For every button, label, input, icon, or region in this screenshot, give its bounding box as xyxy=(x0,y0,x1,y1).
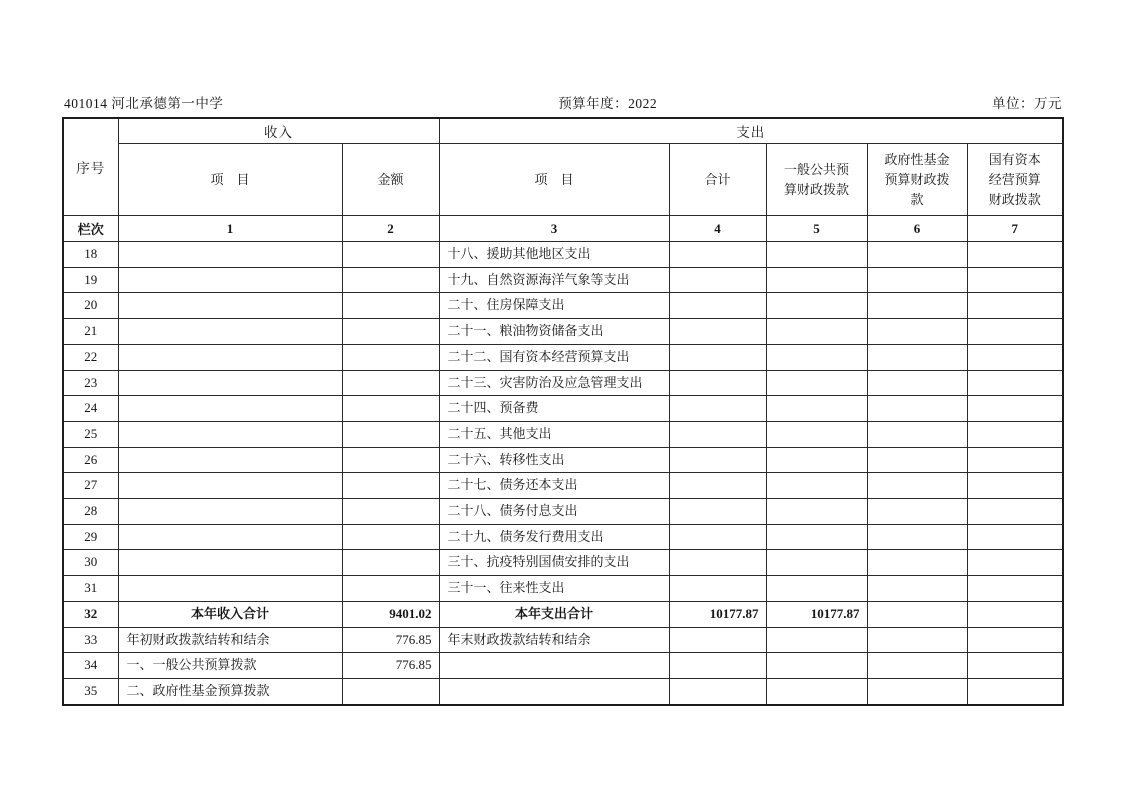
cell-seq: 32 xyxy=(63,601,118,627)
table-row xyxy=(63,319,1063,345)
cell-income-amount xyxy=(342,678,439,704)
cell-exp-total: 10177.87 xyxy=(669,601,766,627)
cell-income-amount xyxy=(342,344,439,370)
cell-exp-total xyxy=(669,627,766,653)
cell-income-amount xyxy=(342,473,439,499)
table-row xyxy=(63,601,1063,627)
cell-income-item xyxy=(118,473,342,499)
col-index-4: 4 xyxy=(669,216,766,242)
cell-exp-govfund xyxy=(867,319,967,345)
cell-income-item xyxy=(118,242,342,268)
cell-exp-general xyxy=(766,267,867,293)
cell-seq: 22 xyxy=(63,344,118,370)
cell-income-item xyxy=(118,576,342,602)
header-exp-state-capital: 国有资本经营预算财政拨款 xyxy=(967,144,1063,216)
cell-seq: 20 xyxy=(63,293,118,319)
table-row xyxy=(63,550,1063,576)
cell-income-amount xyxy=(342,370,439,396)
cell-income-amount xyxy=(342,267,439,293)
cell-exp-socap xyxy=(967,653,1063,679)
cell-income-amount xyxy=(342,524,439,550)
cell-exp-general xyxy=(766,576,867,602)
cell-seq: 30 xyxy=(63,550,118,576)
cell-exp-item: 年末财政拨款结转和结余 xyxy=(439,627,669,653)
cell-exp-govfund xyxy=(867,344,967,370)
cell-exp-total xyxy=(669,396,766,422)
col-index-6: 6 xyxy=(867,216,967,242)
cell-exp-govfund xyxy=(867,653,967,679)
cell-seq: 35 xyxy=(63,678,118,704)
cell-seq: 31 xyxy=(63,576,118,602)
cell-exp-socap xyxy=(967,344,1063,370)
cell-income-item: 本年收入合计 xyxy=(118,601,342,627)
cell-exp-govfund xyxy=(867,550,967,576)
cell-exp-item: 二十五、其他支出 xyxy=(439,421,669,447)
cell-income-item xyxy=(118,499,342,525)
cell-exp-item: 二十二、国有资本经营预算支出 xyxy=(439,344,669,370)
cell-exp-total xyxy=(669,319,766,345)
cell-exp-total xyxy=(669,473,766,499)
cell-income-item xyxy=(118,267,342,293)
col-index-2: 2 xyxy=(342,216,439,242)
table-row xyxy=(63,678,1063,704)
cell-exp-socap xyxy=(967,627,1063,653)
cell-seq: 29 xyxy=(63,524,118,550)
cell-income-amount: 9401.02 xyxy=(342,601,439,627)
header-income-item: 项 目 xyxy=(118,144,342,216)
cell-exp-item: 二十八、债务付息支出 xyxy=(439,499,669,525)
cell-exp-socap xyxy=(967,601,1063,627)
cell-exp-general xyxy=(766,627,867,653)
cell-income-item xyxy=(118,370,342,396)
cell-exp-general xyxy=(766,653,867,679)
cell-exp-item: 二十九、债务发行费用支出 xyxy=(439,524,669,550)
cell-seq: 24 xyxy=(63,396,118,422)
cell-exp-socap xyxy=(967,396,1063,422)
cell-exp-total xyxy=(669,550,766,576)
cell-exp-govfund xyxy=(867,499,967,525)
cell-income-item xyxy=(118,447,342,473)
table-row xyxy=(63,524,1063,550)
table-row xyxy=(63,242,1063,268)
cell-exp-govfund xyxy=(867,396,967,422)
header-expenditure-group: 支出 xyxy=(439,118,1063,144)
col-index-1: 1 xyxy=(118,216,342,242)
cell-exp-general xyxy=(766,524,867,550)
cell-income-amount xyxy=(342,550,439,576)
cell-exp-socap xyxy=(967,473,1063,499)
cell-exp-item: 二十一、粮油物资储备支出 xyxy=(439,319,669,345)
header-seq: 序号 xyxy=(63,118,118,216)
cell-income-item xyxy=(118,396,342,422)
cell-income-item: 一、一般公共预算拨款 xyxy=(118,653,342,679)
cell-exp-total xyxy=(669,421,766,447)
cell-exp-total xyxy=(669,293,766,319)
cell-exp-socap xyxy=(967,499,1063,525)
cell-exp-general xyxy=(766,421,867,447)
cell-income-item: 二、政府性基金预算拨款 xyxy=(118,678,342,704)
cell-seq: 21 xyxy=(63,319,118,345)
cell-exp-socap xyxy=(967,447,1063,473)
cell-exp-total xyxy=(669,344,766,370)
cell-exp-item: 十九、自然资源海洋气象等支出 xyxy=(439,267,669,293)
cell-exp-general: 10177.87 xyxy=(766,601,867,627)
cell-income-amount: 776.85 xyxy=(342,627,439,653)
cell-income-item: 年初财政拨款结转和结余 xyxy=(118,627,342,653)
cell-exp-total xyxy=(669,576,766,602)
cell-exp-govfund xyxy=(867,293,967,319)
cell-exp-govfund xyxy=(867,370,967,396)
cell-exp-socap xyxy=(967,576,1063,602)
cell-exp-general xyxy=(766,370,867,396)
cell-exp-item: 二十七、债务还本支出 xyxy=(439,473,669,499)
cell-income-amount xyxy=(342,421,439,447)
cell-exp-item: 三十一、往来性支出 xyxy=(439,576,669,602)
table-row xyxy=(63,576,1063,602)
cell-income-item xyxy=(118,319,342,345)
cell-exp-total xyxy=(669,653,766,679)
cell-exp-govfund xyxy=(867,627,967,653)
cell-income-item xyxy=(118,344,342,370)
cell-exp-govfund xyxy=(867,473,967,499)
table-row xyxy=(63,396,1063,422)
cell-exp-socap xyxy=(967,293,1063,319)
table-row xyxy=(63,344,1063,370)
table-row xyxy=(63,627,1063,653)
cell-income-amount xyxy=(342,242,439,268)
cell-income-item xyxy=(118,550,342,576)
cell-exp-socap xyxy=(967,524,1063,550)
col-index-5: 5 xyxy=(766,216,867,242)
cell-seq: 33 xyxy=(63,627,118,653)
cell-exp-socap xyxy=(967,319,1063,345)
cell-exp-item: 二十三、灾害防治及应急管理支出 xyxy=(439,370,669,396)
cell-exp-general xyxy=(766,499,867,525)
header-income-group: 收入 xyxy=(118,118,439,144)
cell-seq: 25 xyxy=(63,421,118,447)
col-index-7: 7 xyxy=(967,216,1063,242)
table-row xyxy=(63,421,1063,447)
cell-exp-govfund xyxy=(867,447,967,473)
cell-income-amount: 776.85 xyxy=(342,653,439,679)
cell-exp-general xyxy=(766,319,867,345)
cell-exp-socap xyxy=(967,370,1063,396)
unit-label: 单位：万元 xyxy=(992,96,1062,111)
cell-seq: 26 xyxy=(63,447,118,473)
table-row xyxy=(63,447,1063,473)
cell-exp-socap xyxy=(967,550,1063,576)
cell-exp-general xyxy=(766,678,867,704)
header-exp-gov-fund: 政府性基金预算财政拨款 xyxy=(867,144,967,216)
cell-exp-item: 十八、援助其他地区支出 xyxy=(439,242,669,268)
table-row xyxy=(63,473,1063,499)
cell-exp-govfund xyxy=(867,601,967,627)
cell-exp-general xyxy=(766,396,867,422)
budget-year-label: 预算年度：2022 xyxy=(558,96,658,111)
column-index-row xyxy=(63,216,1063,242)
table-row xyxy=(63,370,1063,396)
budget-table xyxy=(62,117,1064,706)
cell-exp-govfund xyxy=(867,242,967,268)
cell-exp-item: 二十四、预备费 xyxy=(439,396,669,422)
cell-exp-general xyxy=(766,242,867,268)
cell-income-amount xyxy=(342,396,439,422)
table-row xyxy=(63,499,1063,525)
header-exp-item: 项 目 xyxy=(439,144,669,216)
cell-exp-general xyxy=(766,473,867,499)
cell-exp-total xyxy=(669,524,766,550)
header-income-amount: 金额 xyxy=(342,144,439,216)
cell-exp-total xyxy=(669,447,766,473)
cell-exp-total xyxy=(669,242,766,268)
table-row xyxy=(63,293,1063,319)
cell-exp-govfund xyxy=(867,267,967,293)
cell-exp-govfund xyxy=(867,524,967,550)
cell-exp-general xyxy=(766,550,867,576)
cell-exp-item: 二十六、转移性支出 xyxy=(439,447,669,473)
cell-exp-item: 二十、住房保障支出 xyxy=(439,293,669,319)
table-row xyxy=(63,267,1063,293)
cell-exp-item: 三十、抗疫特别国债安排的支出 xyxy=(439,550,669,576)
document-header xyxy=(64,92,1062,112)
col-index-3: 3 xyxy=(439,216,669,242)
cell-exp-item xyxy=(439,653,669,679)
cell-exp-total xyxy=(669,678,766,704)
cell-exp-total xyxy=(669,499,766,525)
cell-income-item xyxy=(118,524,342,550)
cell-income-amount xyxy=(342,293,439,319)
table-row xyxy=(63,653,1063,679)
cell-income-amount xyxy=(342,447,439,473)
cell-seq: 18 xyxy=(63,242,118,268)
cell-exp-general xyxy=(766,447,867,473)
cell-exp-govfund xyxy=(867,576,967,602)
cell-seq: 19 xyxy=(63,267,118,293)
cell-exp-socap xyxy=(967,267,1063,293)
cell-seq: 27 xyxy=(63,473,118,499)
cell-exp-socap xyxy=(967,421,1063,447)
cell-seq: 28 xyxy=(63,499,118,525)
cell-exp-general xyxy=(766,293,867,319)
cell-seq: 34 xyxy=(63,653,118,679)
cell-exp-item xyxy=(439,678,669,704)
cell-exp-total xyxy=(669,267,766,293)
cell-exp-socap xyxy=(967,242,1063,268)
cell-exp-general xyxy=(766,344,867,370)
cell-exp-govfund xyxy=(867,678,967,704)
cell-exp-total xyxy=(669,370,766,396)
cell-income-item xyxy=(118,293,342,319)
lanci-label: 栏次 xyxy=(63,216,118,242)
org-code-name: 401014 河北承德第一中学 xyxy=(64,96,224,111)
cell-exp-item: 本年支出合计 xyxy=(439,601,669,627)
cell-exp-socap xyxy=(967,678,1063,704)
header-exp-total: 合计 xyxy=(669,144,766,216)
cell-income-amount xyxy=(342,319,439,345)
cell-exp-govfund xyxy=(867,421,967,447)
cell-income-item xyxy=(118,421,342,447)
cell-income-amount xyxy=(342,576,439,602)
header-exp-general-budget: 一般公共预算财政拨款 xyxy=(766,144,867,216)
cell-seq: 23 xyxy=(63,370,118,396)
cell-income-amount xyxy=(342,499,439,525)
